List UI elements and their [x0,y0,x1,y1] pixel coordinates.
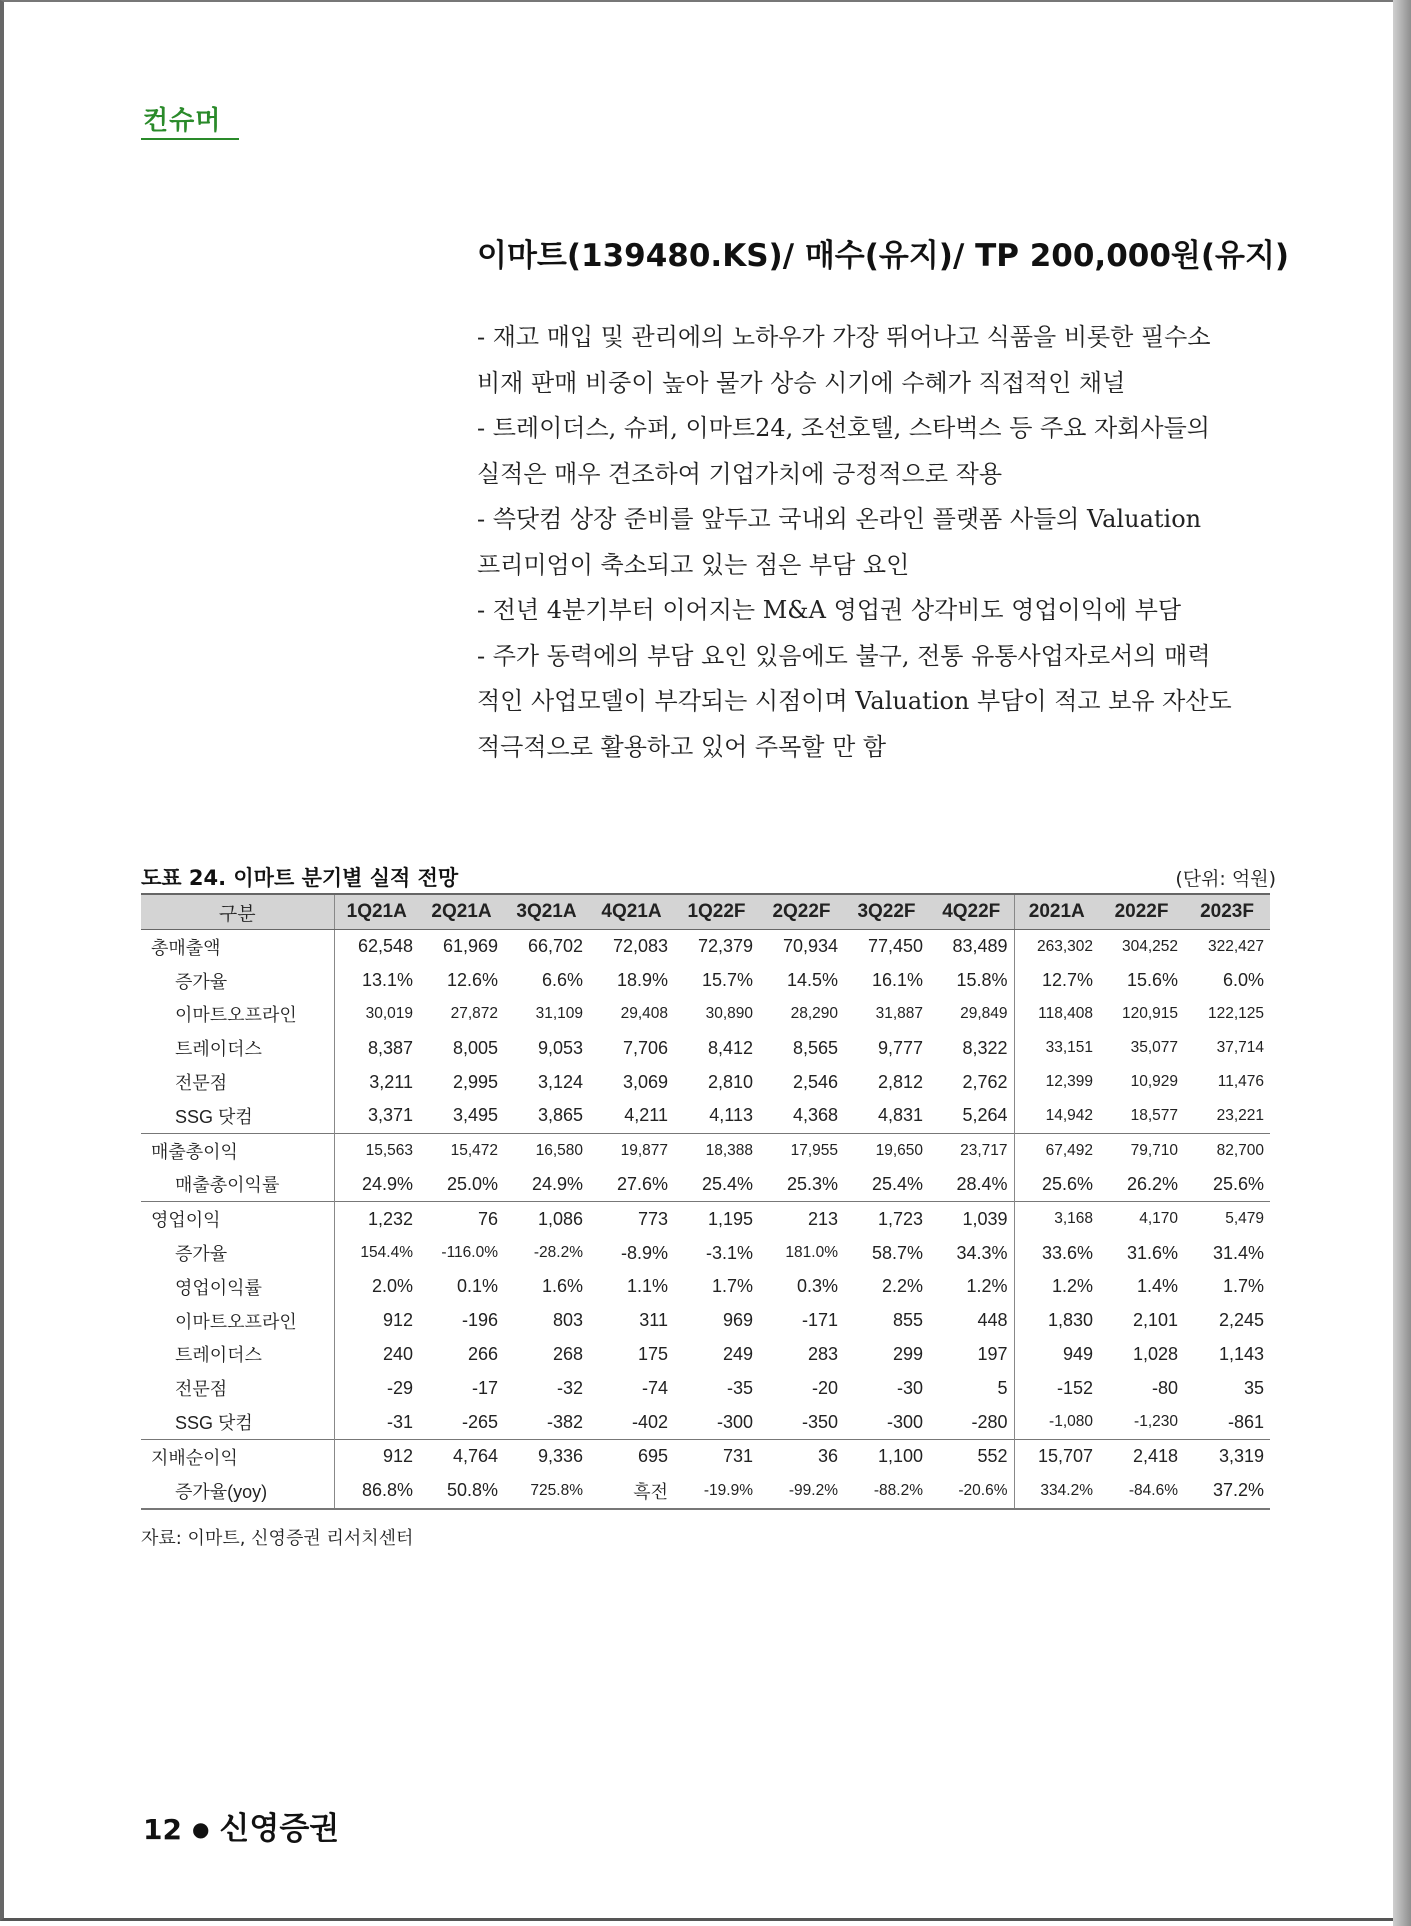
table-cell: 16,580 [504,1133,589,1167]
table-cell: 1.2% [1014,1270,1099,1304]
table-cell: 912 [334,1439,419,1473]
table-cell: 70,934 [759,930,844,964]
table-cell: -1,230 [1134,1413,1178,1431]
table-cell: 725.8% [504,1474,589,1509]
table-row [141,1270,1270,1304]
table-cell: 2,101 [1132,1310,1178,1331]
row-label: 총매출액 [141,930,334,964]
table-cell: 15.8% [956,970,1008,991]
table-cell: 79,710 [1099,1133,1184,1167]
table-cell: 4,170 [1099,1202,1184,1236]
table-cell: 33.6% [1014,1236,1099,1270]
table-cell: -350 [801,1411,838,1432]
table-cell: 4,764 [419,1439,504,1473]
table-cell: -35 [726,1377,753,1398]
table-cell: 25.3% [786,1173,838,1194]
table-cell: 3,124 [537,1071,583,1092]
table-cell: 552 [929,1439,1014,1473]
table-cell: 2,812 [877,1071,923,1092]
table-cell: 855 [892,1310,923,1331]
table-cell: 731 [674,1439,759,1473]
table-cell: 35 [1243,1377,1264,1398]
table-cell: 1.6% [541,1276,583,1297]
table-cell: 29,408 [620,1005,668,1023]
table-cell: 30,019 [334,998,419,1032]
table-cell: 1.2% [966,1276,1008,1297]
table-cell: 25.0% [446,1173,498,1194]
table-cell: -32 [556,1377,583,1398]
table-cell: 27,872 [450,1005,498,1023]
table-cell: 5 [997,1377,1008,1398]
table-cell: 299 [892,1343,923,1364]
table-row [141,1099,1270,1133]
table-cell: -84.6% [1099,1474,1184,1509]
column-header: 2Q22F [759,894,844,930]
bullet-line: - 쓱닷컴 상장 준비를 앞두고 국내외 온라인 플랫폼 사들의 Valuation [477,505,1202,533]
row-label: 트레이더스 [175,1345,262,1366]
table-cell: 5,479 [1184,1202,1270,1236]
table-cell: 1,830 [1014,1304,1099,1338]
table-row [141,1065,1270,1099]
table-cell: 8,322 [962,1037,1008,1058]
table-cell: 15.6% [1126,970,1178,991]
table-cell: 36 [759,1439,844,1473]
column-header: 2022F [1099,894,1184,930]
column-header: 3Q22F [844,894,929,930]
table-cell: 13.1% [334,964,419,998]
table-cell: 18,577 [1130,1106,1178,1124]
table-cell: 249 [722,1343,753,1364]
table-cell: 11,476 [1217,1073,1264,1091]
table-cell: 8,387 [334,1031,419,1065]
table-cell: 311 [639,1310,668,1331]
table-cell: 37.2% [1184,1474,1270,1509]
table-cell: 27.6% [616,1173,668,1194]
table-cell: 24.9% [334,1168,419,1202]
table-cell: 773 [589,1202,674,1236]
table-cell: -3.1% [705,1242,753,1263]
row-label: SSG 닷컴 [175,1106,253,1127]
table-row [141,964,1270,998]
column-header: 2Q21A [419,894,504,930]
table-cell: 77,450 [844,930,929,964]
table-cell: 18,388 [674,1133,759,1167]
table-cell: 1,039 [929,1202,1014,1236]
table-cell: 23,717 [929,1133,1014,1167]
table-cell: 50.8% [419,1474,504,1509]
table-cell: 695 [589,1439,674,1473]
header-label: 구분 [141,894,334,930]
table-cell: -8.9% [620,1242,668,1263]
table-cell: 3,069 [622,1071,668,1092]
table-cell: -1,080 [1014,1405,1099,1439]
table-cell: 17,955 [759,1133,844,1167]
bullet-line: 실적은 매우 견조하여 기업가치에 긍정적으로 작용 [477,459,1003,488]
row-label: 영업이익 [141,1202,334,1236]
table-cell: 62,548 [334,930,419,964]
table-cell: 283 [807,1343,838,1364]
row-label: 전문점 [175,1073,228,1094]
table-cell: 181.0% [785,1244,838,1262]
table-cell: 28.4% [956,1173,1008,1194]
table-cell: 72,379 [674,930,759,964]
table-cell: 2.0% [334,1270,419,1304]
table-cell: 25.6% [1212,1173,1264,1194]
table-cell: 29,849 [960,1005,1008,1023]
table-cell: 3,168 [1014,1202,1099,1236]
row-label: 매출총이익 [141,1133,334,1167]
table-cell: 25.4% [871,1173,923,1194]
table-cell: -19.9% [674,1474,759,1509]
table-row [141,1031,1270,1065]
table-cell: 949 [1014,1338,1099,1372]
column-header: 4Q21A [589,894,674,930]
table-cell: 912 [334,1304,419,1338]
row-label: 이마트오프라인 [175,1005,297,1026]
bullet-line: - 트레이더스, 슈퍼, 이마트24, 조선호텔, 스타벅스 등 주요 자회사들의 [477,414,1210,442]
table-cell: 16.1% [871,970,923,991]
row-label: 전문점 [175,1379,228,1400]
table-cell: 7,706 [622,1037,668,1058]
report-headline: 이마트(139480.KS)/ 매수(유지)/ TP 200,000원(유지) [477,238,1290,274]
table-cell: 25.4% [701,1173,753,1194]
table-cell: -28.2% [533,1244,583,1262]
table-row [141,1133,1270,1167]
table-cell: 154.4% [334,1236,419,1270]
table-cell: 6.6% [541,970,583,991]
table-cell: 304,252 [1099,930,1184,964]
table-cell: -20.6% [929,1474,1014,1509]
row-label: 이마트오프라인 [175,1311,297,1332]
table-cell: 19,877 [589,1133,674,1167]
table-cell: 3,319 [1184,1439,1270,1473]
table-cell: 12,399 [1014,1065,1099,1099]
table-cell: -31 [334,1405,419,1439]
table-cell: 175 [637,1343,668,1364]
bullet-line: 프리미엄이 축소되고 있는 점은 부담 요인 [477,550,910,579]
table-cell: 33,151 [1014,1031,1099,1065]
table-row [141,1202,1270,1236]
bullet-dot: ● [191,1817,210,1841]
table-cell: 66,702 [504,930,589,964]
table-cell: 1.4% [1136,1276,1178,1297]
table-cell: 2,418 [1099,1439,1184,1473]
column-header: 2021A [1014,894,1099,930]
section-label: 컨슈머 [143,106,222,136]
table-cell: 213 [759,1202,844,1236]
table-cell: 9,777 [877,1037,923,1058]
table-cell: 120,915 [1121,1005,1178,1023]
table-cell: 9,336 [504,1439,589,1473]
table-cell: 5,264 [962,1105,1008,1126]
table-cell: 2,762 [962,1071,1008,1092]
table-cell: -861 [1227,1411,1264,1432]
table-source: 자료: 이마트, 신영증권 리서치센터 [141,1528,414,1549]
table-cell: -300 [886,1411,923,1432]
row-label: 증가율 [175,1244,228,1265]
table-cell: 1.7% [1222,1276,1264,1297]
table-cell: 1.1% [626,1276,668,1297]
table-cell: 8,412 [707,1037,753,1058]
table-cell: 2,995 [452,1071,498,1092]
bullet-line: - 전년 4분기부터 이어지는 M&A 영업권 상각비도 영업이익에 부담 [477,596,1182,624]
table-cell: -20 [811,1377,838,1398]
table-cell: 23,221 [1216,1106,1264,1124]
table-cell: 3,211 [334,1065,419,1099]
table-cell: 118,408 [1014,998,1099,1032]
table-cell: 18.9% [616,970,668,991]
table-cell: 4,368 [792,1105,838,1126]
table-cell: 25.6% [1014,1168,1099,1202]
bullet-line: 적극적으로 활용하고 있어 주목할 만 함 [477,732,887,761]
table-cell: 0.3% [796,1276,838,1297]
column-header: 4Q22F [929,894,1014,930]
table-cell: -88.2% [844,1474,929,1509]
table-row [141,930,1270,964]
summary-bullets [477,315,1277,770]
table-row [141,1439,1270,1473]
column-header: 1Q21A [334,894,419,930]
earnings-forecast-table [141,893,1270,1510]
table-cell: 8,005 [452,1037,498,1058]
table-cell: 67,492 [1014,1133,1099,1167]
table-cell: 31.6% [1126,1242,1178,1263]
table-cell: 2,245 [1218,1310,1264,1331]
table-cell: 37,714 [1216,1039,1264,1057]
table-cell: 4,113 [709,1105,753,1126]
table-cell: 9,053 [537,1037,583,1058]
table-cell: 803 [552,1310,583,1331]
table-cell: 1,143 [1218,1343,1264,1364]
row-label: SSG 닷컴 [175,1413,253,1434]
table-row [141,998,1270,1032]
column-header: 1Q22F [674,894,759,930]
table-row [141,1474,1270,1509]
table-cell: 19,650 [844,1133,929,1167]
table-cell: -196 [461,1310,498,1331]
table-row [141,1168,1270,1202]
table-cell: 58.7% [871,1242,923,1263]
bullet-line: 비재 판매 비중이 높아 물가 상승 시기에 수혜가 직접적인 채널 [477,368,1126,397]
table-cell: 1,028 [1132,1343,1178,1364]
table-cell: 6.0% [1222,970,1264,991]
row-label: 증가율 [175,971,228,992]
table-cell: -402 [631,1411,668,1432]
table-row [141,1371,1270,1405]
table-cell: 2,810 [707,1071,753,1092]
table-cell: 28,290 [790,1005,838,1023]
bullet-line: 적인 사업모델이 부각되는 시점이며 Valuation 부담이 적고 보유 자산도 [477,687,1232,715]
column-header: 2023F [1184,894,1270,930]
table-cell: 83,489 [929,930,1014,964]
table-cell: 12.7% [1014,964,1099,998]
page-edge-shadow [1393,0,1411,1926]
page-number: 12 [143,1813,182,1846]
table-cell: 14.5% [786,970,838,991]
row-label: 영업이익률 [175,1277,262,1298]
table-cell: 4,211 [624,1105,668,1126]
table-cell: 61,969 [419,930,504,964]
row-label: 매출총이익률 [175,1175,280,1196]
table-cell: -280 [971,1411,1008,1432]
table-cell: 2.2% [881,1276,923,1297]
table-cell: -300 [716,1411,753,1432]
table-cell: 969 [722,1310,753,1331]
table-cell: 1,723 [844,1202,929,1236]
table-cell: 35,077 [1130,1039,1178,1057]
table-cell: 31,109 [535,1005,583,1023]
section-underline [141,138,239,140]
table-cell: 266 [467,1343,498,1364]
bullet-line: - 재고 매입 및 관리에의 노하우가 가장 뛰어나고 식품을 비롯한 필수소 [477,323,1211,351]
table-cell: 12.6% [446,970,498,991]
table-unit: (단위: 억원) [1175,868,1276,890]
row-label: 증가율(yoy) [141,1474,334,1509]
table-cell: -30 [896,1377,923,1398]
table-cell: 30,890 [705,1005,753,1023]
table-cell: -17 [471,1377,498,1398]
table-cell: 334.2% [1014,1474,1099,1509]
table-cell: 15,707 [1014,1439,1099,1473]
table-cell: 1,232 [334,1202,419,1236]
table-cell: -80 [1151,1377,1178,1398]
table-cell: 72,083 [589,930,674,964]
table-cell: 15,472 [419,1133,504,1167]
table-row [141,1338,1270,1372]
row-label: 트레이더스 [175,1039,262,1060]
row-label: 지배순이익 [141,1439,334,1473]
table-cell: 3,371 [334,1099,419,1133]
table-cell: 8,565 [792,1037,838,1058]
table-cell: 268 [552,1343,583,1364]
table-row [141,1236,1270,1270]
table-row [141,1304,1270,1338]
brand-name: 신영증권 [219,1811,340,1847]
table-cell: 263,302 [1014,930,1099,964]
table-cell: 흑전 [589,1474,674,1509]
table-cell: -152 [1014,1371,1099,1405]
table-cell: 322,427 [1184,930,1270,964]
table-row [141,1405,1270,1439]
table-cell: 2,546 [792,1071,838,1092]
column-header: 3Q21A [504,894,589,930]
table-cell: 76 [419,1202,504,1236]
table-header-row [141,894,1270,930]
table-cell: 3,865 [537,1105,583,1126]
table-cell: 122,125 [1207,1005,1264,1023]
table-cell: -382 [546,1411,583,1432]
table-cell: 34.3% [956,1242,1008,1263]
table-cell: 0.1% [456,1276,498,1297]
page-footer [143,1803,339,1848]
table-cell: 1.7% [711,1276,753,1297]
table-cell: 14,942 [1014,1099,1099,1133]
table-cell: -265 [461,1411,498,1432]
bullet-line: - 주가 동력에의 부담 요인 있음에도 불구, 전통 유통사업자로서의 매력 [477,641,1211,670]
table-cell: 26.2% [1126,1173,1178,1194]
table-cell: 31,887 [875,1005,923,1023]
table-cell: 448 [977,1310,1008,1331]
table-cell: -116.0% [441,1244,498,1262]
table-cell: 15,563 [334,1133,419,1167]
table-cell: 1,100 [844,1439,929,1473]
table-title: 도표 24. 이마트 분기별 실적 전망 [141,866,459,890]
table-cell: 82,700 [1184,1133,1270,1167]
table-cell: -74 [641,1377,668,1398]
table-cell: 240 [334,1338,419,1372]
table-cell: -99.2% [759,1474,844,1509]
table-cell: 31.4% [1212,1242,1264,1263]
table-cell: -29 [334,1371,419,1405]
table-cell: 15.7% [701,970,753,991]
table-cell: 1,195 [674,1202,759,1236]
table-cell: 86.8% [334,1474,419,1509]
table-cell: 3,495 [452,1105,498,1126]
table-cell: 24.9% [531,1173,583,1194]
table-cell: 1,086 [504,1202,589,1236]
table-cell: 10,929 [1130,1073,1178,1091]
table-cell: -171 [801,1310,838,1331]
table-cell: 197 [977,1343,1008,1364]
table-cell: 4,831 [877,1105,923,1126]
